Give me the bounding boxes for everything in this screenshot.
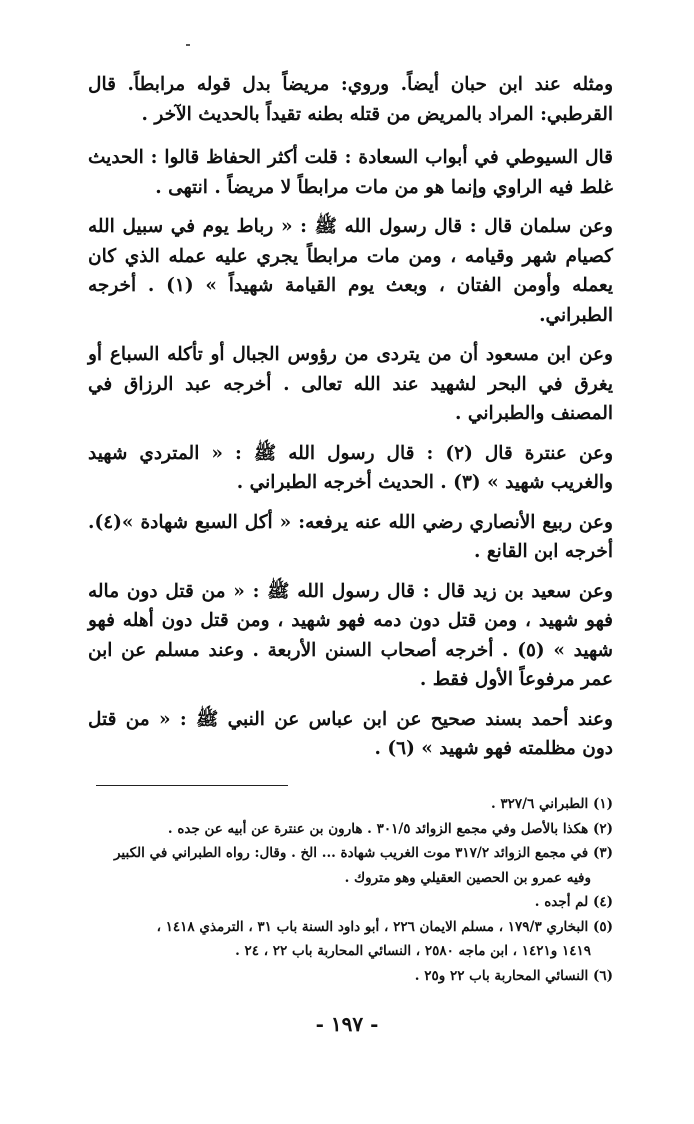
- top-mark: [186, 44, 190, 46]
- footnote: (٦) النسائي المحاربة باب ٢٢ و٢٥ .: [414, 967, 613, 984]
- paragraph: وعن عنترة قال (٢) : قال رسول الله ﷺ : « المتردي شهيد والغريب شهيد » (٣) . الحديث أخرجه الطبراني .: [88, 442, 614, 493]
- paragraph: وعن ابن مسعود أن من يتردى من رؤوس الجبال أو تأكله السباع أو يغرق في البحر لشهيد عند الله تعالى . أخرجه عبد الرزاق في المصنف والطبراني .: [88, 344, 613, 424]
- footnote-continuation: وفيه عمرو بن الحصين العقيلي وهو متروك .: [344, 869, 591, 886]
- footnote: (٣) في مجمع الزوائد ٣١٧/٢ موت الغريب شهادة ... الخ . وقال: رواه الطبراني في الكبير: [113, 845, 613, 861]
- paragraph: قال السيوطي في أبواب السعادة : قلت أكثر الحفاظ قالوا : الحديث غلط فيه الراوي وإنما هو من مات مرابطاً لا مريضاً . انتهى .: [88, 147, 613, 198]
- footnotes: [88, 792, 613, 988]
- footnote-divider: [96, 785, 288, 786]
- footnote: (١) الطبراني ٣٢٧/٦ .: [490, 796, 613, 812]
- footnote: (٤) لم أجده .: [534, 894, 613, 910]
- paragraph: وعن سلمان قال : قال رسول الله ﷺ : « رباط يوم في سبيل الله كصيام شهر وقيامه ، ومن مات مرابطاً يجري عليه عمله الذي كان يعمله وأومن الفتان ، وبعث يوم القيامة شهيداً » (١) . أخرجه الطبراني.: [88, 216, 613, 326]
- paragraph: وعند أحمد بسند صحيح عن ابن عباس عن النبي ﷺ : « من قتل دون مظلمته فهو شهيد » (٦) .: [88, 708, 613, 759]
- footnote: (٥) البخاري ١٧٩/٣ ، مسلم الايمان ٢٢٦ ، أبو داود السنة باب ٣١ ، الترمذي ١٤١٨ ،: [156, 918, 613, 935]
- page-number: - ١٩٧ -: [315, 1012, 379, 1036]
- paragraph: ومثله عند ابن حبان أيضاً. وروي: مريضاً بدل قوله مرابطاً. قال القرطبي: المراد بالمريض من قتله بطنه تقيداً بالحديث الآخر .: [88, 74, 613, 125]
- main-text: [88, 70, 613, 774]
- footnote-continuation: ١٤١٩ و١٤٢١ ، ابن ماجه ٢٥٨٠ ، النسائي المحاربة باب ٢٢ ، ٢٤ .: [235, 943, 591, 959]
- paragraph: وعن سعيد بن زيد قال : قال رسول الله ﷺ : « من قتل دون ماله فهو شهيد ، ومن قتل دون دمه فهو شهيد ، ومن قتل دون أهله فهو شهيد » (٥) . أخرجه أصحاب السنن الأربعة . وعند مسلم عن ابن عمر مرفوعاً الأول فقط .: [88, 580, 613, 690]
- footnote: (٢) هكذا بالأصل وفي مجمع الزوائد ٣٠١/٥ . هارون بن عنترة عن أبيه عن جده .: [167, 820, 613, 837]
- paragraph: وعن ربيع الأنصاري رضي الله عنه يرفعه: « أكل السبع شهادة »(٤). أخرجه ابن القانع .: [88, 511, 613, 562]
